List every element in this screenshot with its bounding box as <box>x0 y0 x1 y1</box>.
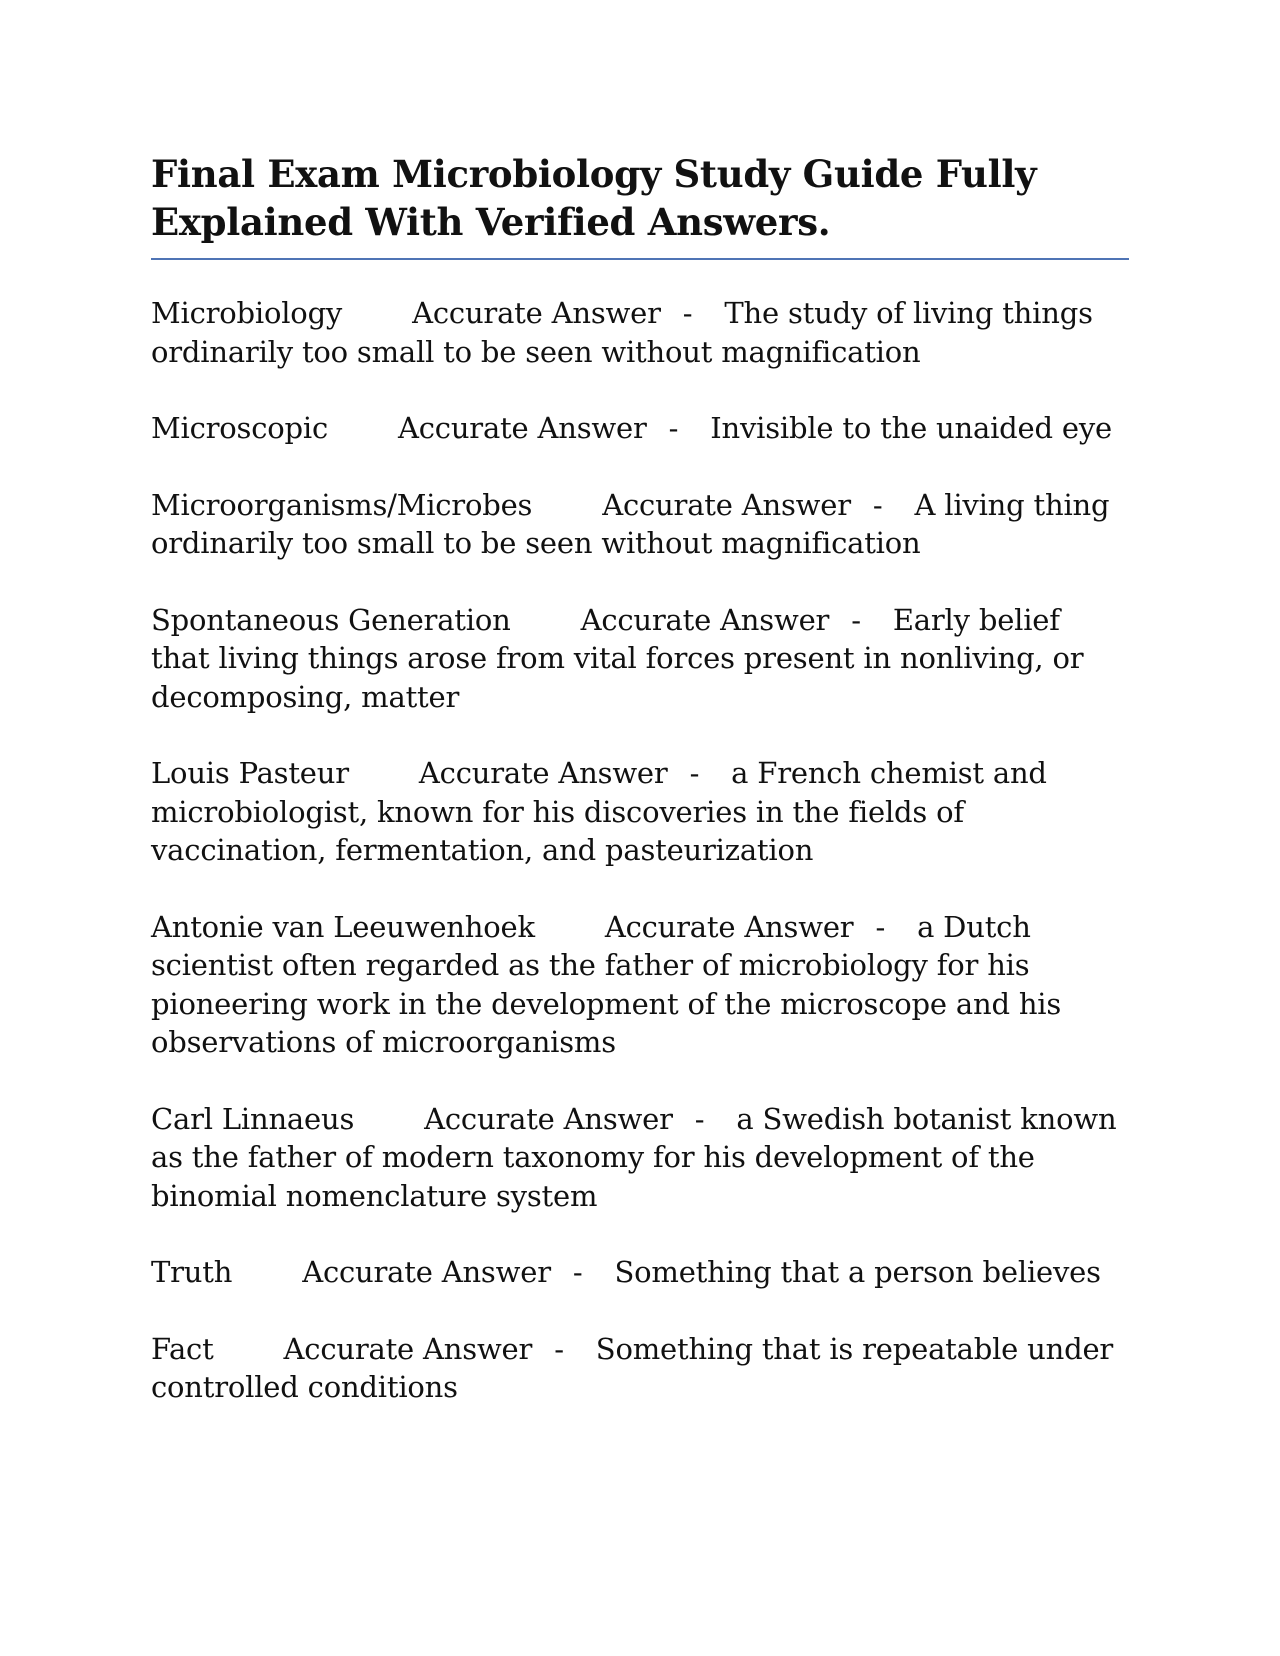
entry-term: Antonie van Leeuwenhoek <box>151 909 535 944</box>
entry <box>151 486 1126 563</box>
entry-term: Fact <box>151 1331 214 1366</box>
entry-separator: - <box>682 296 693 330</box>
entry <box>151 601 1126 717</box>
document-title: Final Exam Microbiology Study Guide Fully Explained With Verified Answers. <box>151 152 1037 244</box>
entry-separator: - <box>668 411 679 445</box>
entry-answer-label: Accurate Answer <box>424 1101 673 1136</box>
entry-answer-label: Accurate Answer <box>580 602 830 637</box>
entry-separator: - <box>694 1101 705 1136</box>
entry-term: Carl Linnaeus <box>151 1101 355 1136</box>
entry-term: Spontaneous Generation <box>151 602 511 637</box>
entry-answer-label: Accurate Answer <box>398 411 647 445</box>
entry-separator: - <box>572 1255 583 1289</box>
entry-definition: The study of living things ordinarily too small to be seen without magnification <box>151 296 1093 369</box>
entry-separator: - <box>875 909 886 944</box>
entry-answer-label: Accurate Answer <box>412 296 661 330</box>
entry-term: Microorganisms/Microbes <box>151 487 533 522</box>
entry-definition: Something that is repeatable under controlled conditions <box>151 1331 1114 1404</box>
entry-definition: Early belief that living things arose from vital forces present in nonliving, or decomposing, matter <box>151 602 1084 714</box>
entry-definition: Invisible to the unaided eye <box>710 411 1112 445</box>
entry-definition: A living thing ordinarily too small to be seen without magnification <box>151 487 1110 560</box>
document-page <box>151 150 1131 1445</box>
entry-answer-label: Accurate Answer <box>604 909 854 944</box>
entry-term: Truth <box>151 1255 233 1289</box>
entry-list <box>151 294 1131 1407</box>
entry <box>151 409 1126 448</box>
entry-separator: - <box>872 487 883 522</box>
entry <box>151 908 1126 1062</box>
entry-definition: a French chemist and microbiologist, known for his discoveries in the fields of vaccination, fermentation, and pasteurization <box>151 756 1047 867</box>
entry-separator: - <box>851 602 861 637</box>
entry-term: Microbiology <box>151 296 343 330</box>
entry-definition: a Swedish botanist known as the father of modern taxonomy for his development of the binomial nomenclature system <box>151 1101 1117 1213</box>
entry <box>151 294 1126 371</box>
entry <box>151 754 1126 870</box>
entry <box>151 1100 1126 1216</box>
entry-separator: - <box>554 1331 564 1366</box>
entry-definition: a Dutch scientist often regarded as the father of microbiology for his pioneering work in the development of the microscope and his observations of microorganisms <box>151 909 1062 1059</box>
title-underline <box>151 258 1129 260</box>
entry <box>151 1330 1126 1407</box>
entry-separator: - <box>689 756 700 790</box>
entry-term: Microscopic <box>151 411 328 445</box>
entry <box>151 1253 1126 1292</box>
entry-definition: Something that a person believes <box>614 1255 1101 1289</box>
entry-term: Louis Pasteur <box>151 756 349 790</box>
entry-answer-label: Accurate Answer <box>302 1255 551 1289</box>
entry-answer-label: Accurate Answer <box>283 1331 533 1366</box>
entry-answer-label: Accurate Answer <box>602 487 851 522</box>
entry-answer-label: Accurate Answer <box>418 756 668 790</box>
